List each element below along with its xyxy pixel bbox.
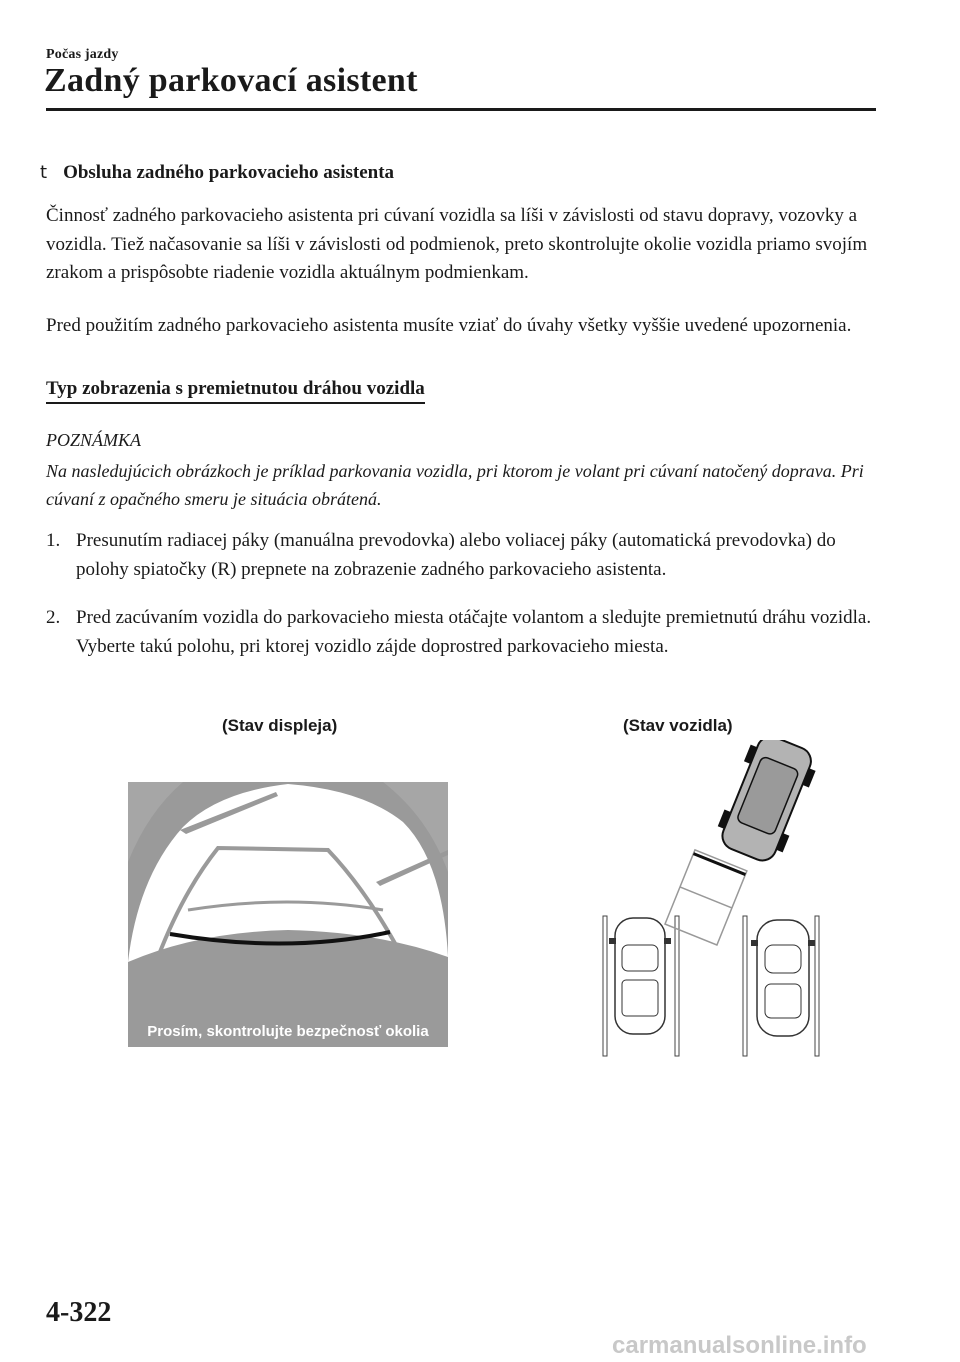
list-number: 1.	[46, 530, 61, 551]
bullet-icon: t	[40, 162, 48, 183]
reversing-car	[712, 740, 822, 867]
list-number: 2.	[46, 607, 61, 628]
section-label: Počas jazdy	[46, 47, 119, 62]
note-text: Na nasledujúcich obrázkoch je príklad parkovania vozidla, pri ktorom je volant pri cúvaní natočený doprava. Pri cúvaní z opačného smeru je situácia obrátená.	[46, 461, 864, 509]
subsection-heading-text: Obsluha zadného parkovacieho asistenta	[63, 162, 395, 183]
page-number: 4-322	[46, 1297, 112, 1328]
vehicle-caption: (Stav vozidla)	[623, 716, 733, 735]
list-item	[46, 527, 884, 584]
display-caption: (Stav displeja)	[222, 716, 338, 735]
screen-message: Prosím, skontrolujte bezpečnosť okolia	[147, 1023, 429, 1040]
display-type-heading: Typ zobrazenia s premietnutou dráhou vozidla	[46, 378, 425, 404]
list-text: Pred zacúvaním vozidla do parkovacieho miesta otáčajte volantom a sledujte premietnutú dráhu vozidla. Vyberte takú polohu, pri ktorej vozidlo zájde doprostred parkovacieho miesta.	[76, 607, 872, 657]
parked-car-right	[751, 920, 815, 1036]
paragraph-operation: Činnosť zadného parkovacieho asistenta pri cúvaní vozidla sa líši v závislosti od stavu dopravy, vozovky a vozidla. Tiež načasovanie sa líši v závislosti od podmienok, preto skontrolujte okolie vozidla priamo svojím zrakom a prispôsobte riadenie vozidla aktuálnym podmienkam.	[46, 205, 868, 283]
subsection-heading	[40, 162, 394, 184]
note-label: POZNÁMKA	[46, 430, 142, 450]
list-text: Presunutím radiacej páky (manuálna prevodovka) alebo voliacej páky (automatická prevodovka) do polohy spiatočky (R) prepnete na zobrazenie zadného parkovacieho asistenta.	[76, 530, 836, 580]
vehicle-scene	[595, 740, 855, 1060]
rear-camera-display	[128, 782, 448, 1047]
page-title: Zadný parkovací asistent	[44, 62, 418, 99]
paragraph-warning: Pred použitím zadného parkovacieho asistenta musíte vziať do úvahy všetky vyššie uvedené upozornenia.	[46, 315, 852, 336]
title-divider	[46, 108, 876, 111]
parked-car-left	[609, 918, 671, 1034]
watermark: carmanualsonline.info	[612, 1332, 867, 1359]
list-item	[46, 604, 884, 661]
